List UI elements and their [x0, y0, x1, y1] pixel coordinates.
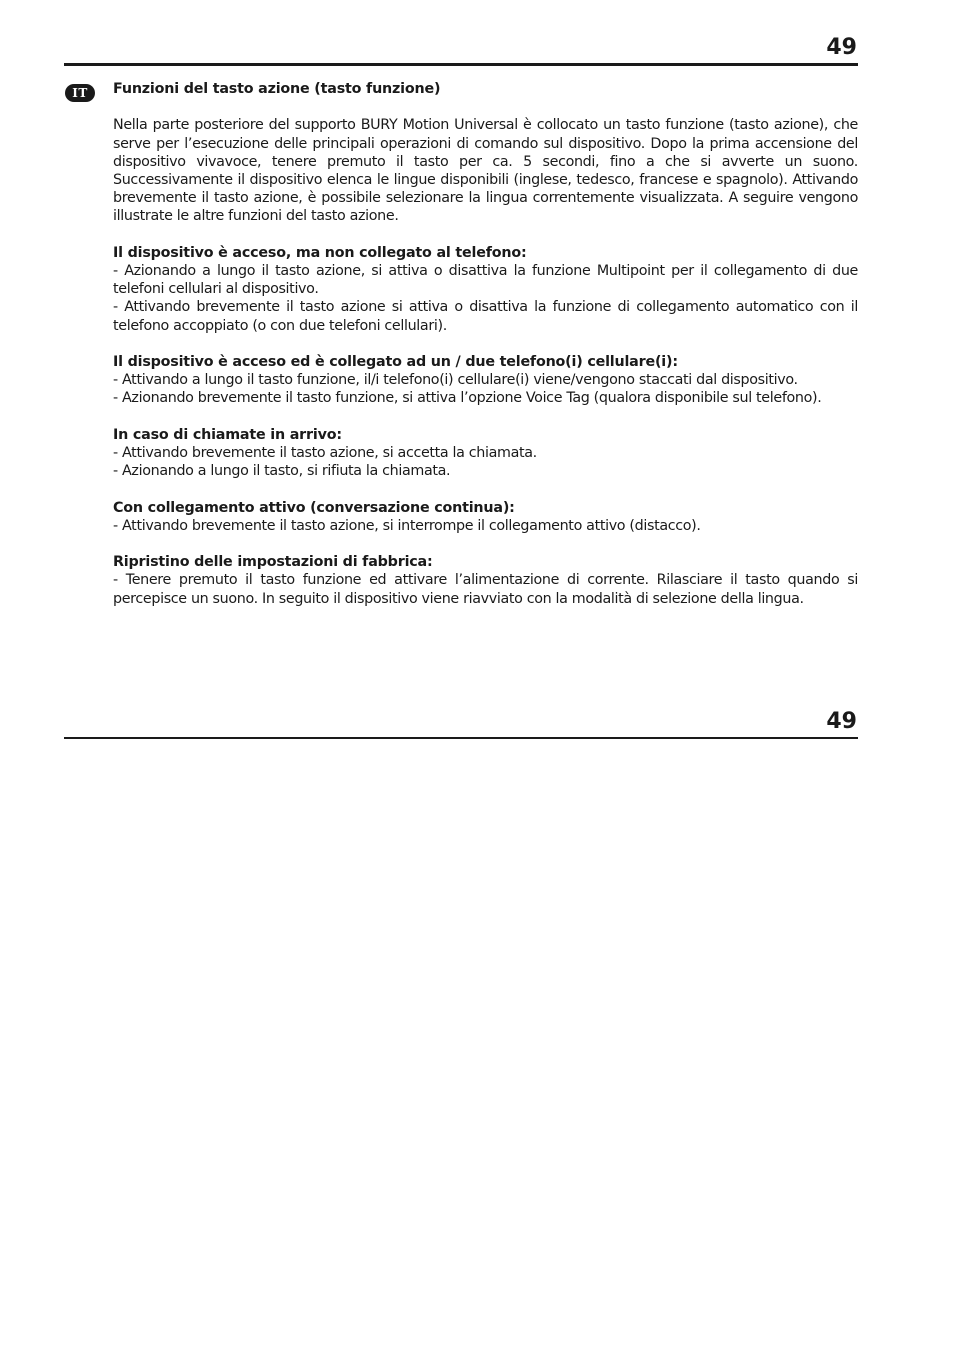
spacer: [113, 408, 858, 426]
section-line: - Attivando brevemente il tasto azione, si interrompe il collegamento attivo (distacco).: [113, 517, 701, 534]
document-body: [113, 80, 858, 608]
page-number-bottom: 49: [826, 709, 857, 734]
section-line: - Azionando a lungo il tasto, si rifiuta la chiamata.: [113, 463, 451, 480]
footer-rule: [64, 737, 858, 739]
section-heading: In caso di chiamate in arrivo:: [113, 426, 342, 443]
page-number-top: 49: [826, 35, 857, 60]
spacer: [113, 226, 858, 244]
section-heading: Il dispositivo è acceso, ma non collegato al telefono:: [113, 244, 527, 261]
section-line: - Tenere premuto il tasto funzione ed attivare l’alimentazione di corrente. Rilasciare il tasto quando si percepisce un suono. In seguito il dispositivo viene riavviato con la modalità di selezione della lingua.: [113, 572, 858, 607]
section-line: - Attivando brevemente il tasto azione si attiva o disattiva la funzione di collegamento automatico con il telefono accoppiato (o con due telefoni cellulari).: [113, 299, 858, 334]
spacer: [113, 98, 858, 116]
spacer: [113, 335, 858, 353]
section-line: - Attivando brevemente il tasto azione, si accetta la chiamata.: [113, 445, 537, 461]
section-heading: Con collegamento attivo (conversazione continua):: [113, 499, 515, 516]
section-heading: Il dispositivo è acceso ed è collegato ad un / due telefono(i) cellulare(i):: [113, 354, 678, 370]
section-line: - Azionando brevemente il tasto funzione, si attiva l’opzione Voice Tag (qualora disponibile sul telefono).: [113, 390, 822, 407]
section-heading: Ripristino delle impostazioni di fabbrica:: [113, 554, 433, 571]
section-line: - Azionando a lungo il tasto azione, si attiva o disattiva la funzione Multipoint per il collegamento di due telefoni cellulari al dispositivo.: [113, 263, 858, 298]
spacer: [113, 480, 858, 498]
section-title: Funzioni del tasto azione (tasto funzione): [113, 81, 441, 97]
language-badge: IT: [65, 84, 95, 102]
spacer: [113, 535, 858, 553]
section-line: - Attivando a lungo il tasto funzione, il/i telefono(i) cellulare(i) viene/vengono staccati dal dispositivo.: [113, 372, 798, 389]
intro-paragraph: Nella parte posteriore del supporto BURY Motion Universal è collocato un tasto funzione (tasto azione), che serve per l’esecuzione delle principali operazioni di comando sul dispositivo. Dopo la prima accensione del dispositivo vivavoce, tenere premuto il tasto per ca. 5 secondi, fino a che si avverte un suono. Successivamente il dispositivo elenca le lingue disponibili (inglese, tedesco, francese e spagnolo). Attivando brevemente il tasto azione, è possibile selezionare la lingua correntemente visualizzata. A seguire vengono illustrate le altre funzioni del tasto azione.: [113, 117, 858, 225]
header-rule: [64, 63, 858, 66]
